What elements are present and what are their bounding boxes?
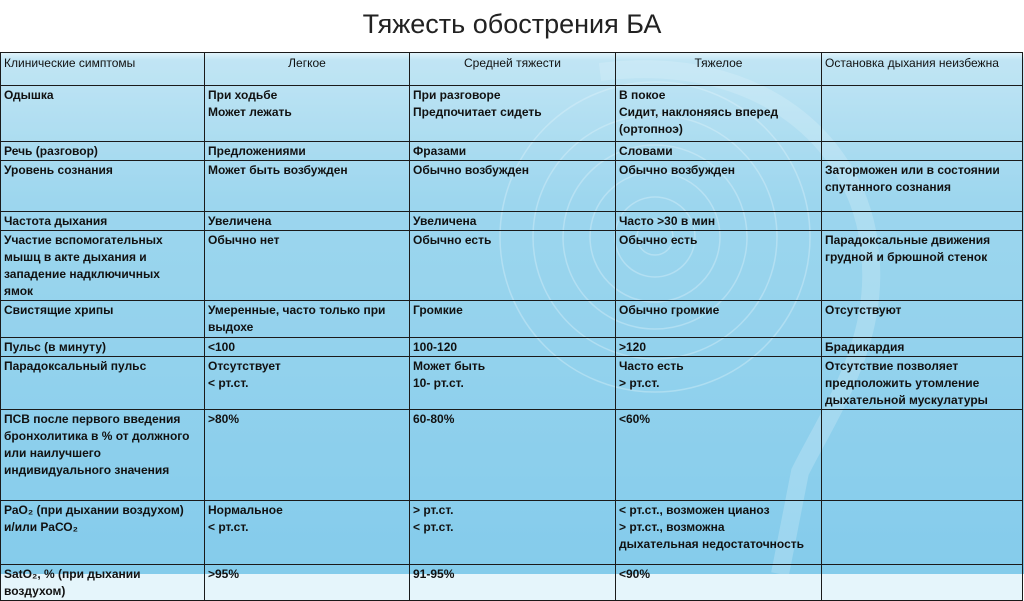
cell-line: Обычно есть (413, 233, 492, 247)
cell-line: Может лежать (208, 105, 292, 119)
cell-line: Участие вспомогательных (4, 233, 163, 247)
cell-line: Одышка (4, 88, 54, 102)
table-cell (205, 231, 410, 301)
table-cell (822, 565, 1023, 601)
table-cell (822, 410, 1023, 501)
table-cell (822, 86, 1023, 142)
cell-line: Заторможен или в состоянии (825, 163, 1000, 177)
table-cell (616, 301, 822, 338)
cell-line: Пульс (в минуту) (4, 340, 107, 354)
table-cell (822, 501, 1023, 565)
cell-line: <100 (208, 340, 236, 354)
table-cell (1, 501, 205, 565)
table-row (1, 501, 1023, 565)
cell-line: Обычно возбужден (413, 163, 530, 177)
cell-line: Может быть (413, 359, 486, 373)
table-cell (410, 86, 616, 142)
table-cell (616, 357, 822, 410)
table-cell (1, 142, 205, 161)
table-row (1, 301, 1023, 338)
cell-line: выдохе (208, 320, 254, 334)
column-header: Клинические симптомы (1, 53, 205, 86)
table-cell (410, 501, 616, 565)
cell-line: <60% (619, 412, 651, 426)
table-row (1, 212, 1023, 231)
cell-line: Словами (619, 144, 673, 158)
table-cell (205, 410, 410, 501)
cell-line: > рт.ст., возможна (619, 520, 725, 534)
cell-line: Может быть возбужден (208, 163, 348, 177)
cell-line: ПСВ после первого введения (4, 412, 181, 426)
cell-line: грудной и брюшной стенок (825, 250, 988, 264)
table-cell (410, 301, 616, 338)
cell-line: Частота дыхания (4, 214, 108, 228)
page-title: Тяжесть обострения БА (362, 9, 662, 39)
cell-line: Парадоксальный пульс (4, 359, 147, 373)
cell-line: Обычно нет (208, 233, 280, 247)
cell-line: Парадоксальные движения (825, 233, 991, 247)
cell-line: спутанного сознания (825, 180, 951, 194)
table-cell (616, 161, 822, 212)
table-cell (822, 357, 1023, 410)
cell-line: Увеличена (208, 214, 272, 228)
cell-line: 60-80% (413, 412, 455, 426)
cell-line: Предпочитает сидеть (413, 105, 542, 119)
cell-line: Отсутствует (208, 359, 281, 373)
table-cell (205, 565, 410, 601)
table-cell (205, 161, 410, 212)
cell-line: дыхательной мускулатуры (825, 393, 988, 407)
table-cell (1, 161, 205, 212)
cell-line: >80% (208, 412, 240, 426)
table-cell (822, 212, 1023, 231)
column-header: Остановка дыхания неизбежна (822, 53, 1023, 86)
table-cell (205, 142, 410, 161)
table-cell (1, 86, 205, 142)
table-cell (616, 565, 822, 601)
table-row (1, 142, 1023, 161)
table-cell (205, 212, 410, 231)
table-cell (616, 212, 822, 231)
table-cell (205, 357, 410, 410)
cell-line: Нормальное (208, 503, 283, 517)
cell-line: В покое (619, 88, 666, 102)
cell-line: При разговоре (413, 88, 501, 102)
table-cell (1, 338, 205, 357)
cell-line: Умеренные, часто только при (208, 303, 386, 317)
cell-line: Часто есть (619, 359, 684, 373)
cell-line: 10- рт.ст. (413, 376, 464, 390)
cell-line: >95% (208, 567, 240, 581)
cell-line: Обычно есть (619, 233, 698, 247)
cell-line: Предложениями (208, 144, 306, 158)
table-row (1, 565, 1023, 601)
cell-line: Отсутствуют (825, 303, 902, 317)
cell-line: Уровень сознания (4, 163, 113, 177)
table-cell (1, 212, 205, 231)
cell-line: мышц в акте дыхания и (4, 250, 147, 264)
table-cell (1, 357, 205, 410)
table-cell (410, 410, 616, 501)
table-row (1, 357, 1023, 410)
cell-line: < рт.ст. (208, 520, 249, 534)
cell-line: западение надключичных (4, 267, 160, 281)
cell-line: 91-95% (413, 567, 455, 581)
table-cell (1, 301, 205, 338)
cell-line: ямок (4, 284, 34, 298)
table-cell (822, 161, 1023, 212)
table-cell (410, 338, 616, 357)
cell-line: >120 (619, 340, 647, 354)
cell-line: < рт.ст. (413, 520, 454, 534)
table-cell (410, 357, 616, 410)
cell-line: SatO₂, % (при дыхании воздухом) (4, 567, 141, 598)
table-cell (1, 231, 205, 301)
cell-line: Брадикардия (825, 340, 905, 354)
table-cell (205, 501, 410, 565)
cell-line: 100-120 (413, 340, 458, 354)
cell-line: <90% (619, 567, 651, 581)
table-row (1, 231, 1023, 301)
severity-table (0, 52, 1023, 601)
table-cell (822, 338, 1023, 357)
table-cell (410, 142, 616, 161)
table-cell (616, 86, 822, 142)
cell-line: > рт.ст. (619, 376, 660, 390)
table-cell (410, 565, 616, 601)
table-cell (1, 565, 205, 601)
table-cell (616, 231, 822, 301)
cell-line: Сидит, наклоняясь вперед (619, 105, 779, 119)
table-cell (410, 161, 616, 212)
cell-line: (ортопноэ) (619, 122, 683, 136)
cell-line: При ходьбе (208, 88, 278, 102)
cell-line: Увеличена (413, 214, 477, 228)
cell-line: Фразами (413, 144, 467, 158)
cell-line: и/или РаСО₂ (4, 520, 78, 534)
table-cell (616, 410, 822, 501)
table-cell (822, 142, 1023, 161)
table-row (1, 410, 1023, 501)
cell-line: Свистящие хрипы (4, 303, 114, 317)
cell-line: индивидуального значения (4, 463, 170, 477)
cell-line: Речь (разговор) (4, 144, 98, 158)
table-cell (1, 410, 205, 501)
cell-line: < рт.ст., возможен цианоз (619, 503, 770, 517)
cell-line: бронхолитика в % от должного (4, 429, 190, 443)
table-header-row (1, 53, 1023, 86)
cell-line: > рт.ст. (413, 503, 454, 517)
cell-line: предположить утомление (825, 376, 980, 390)
table-cell (616, 338, 822, 357)
cell-line: Отсутствие позволяет (825, 359, 959, 373)
table-cell (410, 231, 616, 301)
cell-line: или наилучшего (4, 446, 101, 460)
table-cell (822, 301, 1023, 338)
cell-line: РаО₂ (при дыхании воздухом) (4, 503, 184, 517)
cell-line: дыхательная недостаточность (619, 537, 805, 551)
cell-line: < рт.ст. (208, 376, 249, 390)
table-cell (822, 231, 1023, 301)
table-cell (616, 501, 822, 565)
table-row (1, 338, 1023, 357)
column-header: Средней тяжести (410, 53, 616, 86)
column-header: Легкое (205, 53, 410, 86)
table-cell (205, 338, 410, 357)
table-cell (410, 212, 616, 231)
table-row (1, 86, 1023, 142)
table-cell (205, 301, 410, 338)
table-cell (616, 142, 822, 161)
cell-line: Часто >30 в мин (619, 214, 716, 228)
table-row (1, 161, 1023, 212)
column-header: Тяжелое (616, 53, 822, 86)
cell-line: Обычно возбужден (619, 163, 736, 177)
cell-line: Громкие (413, 303, 463, 317)
cell-line: Обычно громкие (619, 303, 720, 317)
table-cell (205, 86, 410, 142)
